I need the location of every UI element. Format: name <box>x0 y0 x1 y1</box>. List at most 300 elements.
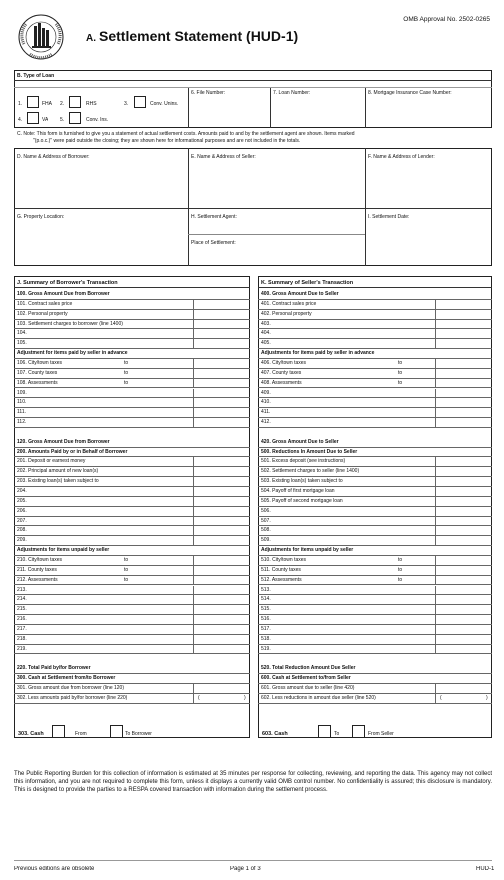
amount-cell <box>435 477 436 487</box>
row-label: 215. <box>17 606 27 613</box>
section-row <box>258 448 492 458</box>
line-item-row[interactable] <box>14 497 250 507</box>
type-of-loan-heading: B. Type of Loan <box>17 73 55 79</box>
amount-cell <box>435 684 436 694</box>
row-label: 504. Payoff of first mortgage loan <box>261 488 335 494</box>
line-item-row[interactable] <box>14 369 250 379</box>
row-label: 401. Contract sales price <box>261 300 317 307</box>
row-label: 410. <box>261 399 271 406</box>
row-label: 209. <box>17 537 27 544</box>
row-label: 516. <box>261 616 271 623</box>
line-item-row[interactable] <box>14 408 250 418</box>
row-label: 408. Assessments <box>261 379 302 386</box>
section-row <box>14 546 250 556</box>
line-item-row[interactable] <box>258 428 492 438</box>
line-item-row[interactable] <box>258 359 492 369</box>
amount-cell <box>193 605 194 615</box>
amount-cell <box>193 389 194 399</box>
row-label: 111. <box>17 409 26 416</box>
row-label: 507. <box>261 517 271 524</box>
row-label: 211. County taxes <box>17 566 57 573</box>
amount-cell <box>435 536 436 546</box>
row-label: 217. <box>17 625 27 632</box>
row-label: 511. County taxes <box>261 566 301 573</box>
line-item-row[interactable] <box>258 398 492 408</box>
line-item-row[interactable] <box>258 536 492 546</box>
to-label: to <box>398 576 403 583</box>
to-label: to <box>398 359 403 366</box>
conv-unins-label: Conv. Unins. <box>150 101 179 107</box>
row-label: 517. <box>261 625 271 632</box>
row-label: 412. <box>261 419 271 426</box>
paren-close: ) <box>244 694 246 701</box>
line-item-row[interactable] <box>258 320 492 330</box>
settlement-agent-label: H. Settlement Agent: <box>191 214 237 220</box>
to-label: to <box>124 369 129 376</box>
line-item-row[interactable] <box>14 595 250 605</box>
line-item-row[interactable] <box>14 566 250 576</box>
cash-from-label: From <box>75 731 87 737</box>
amount-cell <box>193 536 194 546</box>
to-borrower-label: To Borrower <box>125 731 152 737</box>
section-row <box>258 349 492 359</box>
to-label: to <box>124 379 129 386</box>
to-label: to <box>398 369 403 376</box>
paren-open: ( <box>440 694 442 701</box>
fha-label: FHA <box>42 101 52 107</box>
line-item-row[interactable] <box>14 625 250 635</box>
amount-cell <box>193 556 194 566</box>
row-label: 105. <box>17 340 27 347</box>
note <box>17 131 491 145</box>
line-item-row[interactable] <box>14 329 250 339</box>
seller-address-label: E. Name & Address of Seller: <box>191 154 256 160</box>
amount-cell <box>193 497 194 507</box>
cash-from-seller-checkbox[interactable] <box>352 725 365 738</box>
amount-cell <box>435 487 436 497</box>
row-label: 600. Cash at Settlement to/from Seller <box>261 675 351 682</box>
row-label: 216. <box>17 616 27 623</box>
amount-cell <box>435 359 436 369</box>
section-row <box>258 664 492 674</box>
amount-cell <box>435 586 436 596</box>
line-item-row[interactable] <box>258 507 492 517</box>
amount-cell <box>193 408 194 418</box>
amount-cell <box>435 457 436 467</box>
row-label: 505. Payoff of second mortgage loan <box>261 497 343 504</box>
loan-number-label: 7. Loan Number: <box>273 90 311 96</box>
amount-cell <box>193 576 194 586</box>
paren-open: ( <box>198 694 200 701</box>
row-label: 204. <box>17 488 27 494</box>
row-label <box>14 655 17 661</box>
amount-cell <box>435 635 436 645</box>
amount-cell <box>435 408 436 418</box>
footer-page: Page 1 of 3 <box>230 866 261 872</box>
amount-cell <box>435 645 436 655</box>
line-item-row[interactable] <box>258 625 492 635</box>
note-line-1: C. Note: This form is furnished to give you a statement of actual settlement costs. Amounts paid to and by the settlement agent are shown. Items marked <box>17 131 355 137</box>
row-label: 405. <box>261 340 271 347</box>
line-item-row[interactable] <box>14 379 250 389</box>
borrower-address-label: D. Name & Address of Borrower: <box>17 154 90 160</box>
line-item-row[interactable] <box>258 586 492 596</box>
amount-cell <box>435 467 436 477</box>
row-label: 206. <box>17 507 27 514</box>
line-item-row[interactable] <box>258 517 492 527</box>
line-item-row[interactable] <box>14 654 250 664</box>
to-label: to <box>398 566 403 573</box>
line-item-row[interactable] <box>14 300 250 310</box>
seller-cash-label: 603. Cash <box>262 731 288 737</box>
amount-cell <box>193 329 194 339</box>
row-label: 404. <box>261 330 271 337</box>
section-row <box>14 674 250 684</box>
line-item-row[interactable] <box>14 517 250 527</box>
amount-cell <box>435 595 436 605</box>
row-label: 513. <box>261 586 271 593</box>
title-prefix: A. <box>86 33 96 44</box>
amount-cell <box>435 379 436 389</box>
cash-to-label: To <box>334 731 340 737</box>
amount-cell <box>193 694 194 704</box>
section-row <box>14 290 250 300</box>
line-item-row[interactable] <box>14 605 250 615</box>
page-title <box>86 28 298 44</box>
amount-cell <box>193 418 194 428</box>
row-label: 202. Principal amount of new loan(s) <box>17 468 99 475</box>
row-label: 213. <box>17 586 27 593</box>
line-item-row[interactable] <box>258 477 492 487</box>
row-label: 207. <box>17 517 27 524</box>
line-item-row[interactable] <box>258 497 492 507</box>
section-row <box>258 290 492 300</box>
row-label: 214. <box>17 596 27 603</box>
amount-cell <box>193 457 194 467</box>
seller-summary-heading: K. Summary of Seller's Transaction <box>261 280 354 286</box>
line-item-row[interactable] <box>258 418 492 428</box>
line-item-row[interactable] <box>14 389 250 399</box>
row-label: 112. <box>17 419 27 426</box>
row-label: 602. Less reductions in amount due seller (line 520) <box>261 694 376 701</box>
line-item-row[interactable] <box>14 359 250 369</box>
section-row <box>14 349 250 359</box>
row-label: 506. <box>261 507 271 514</box>
amount-cell <box>193 467 194 477</box>
to-label: to <box>398 379 403 386</box>
section-row <box>258 546 492 556</box>
rhs-checkbox[interactable] <box>69 96 81 108</box>
loan-type-1-num: 1. <box>18 101 23 107</box>
line-item-row[interactable] <box>14 467 250 477</box>
row-label: 102. Personal property <box>17 310 68 317</box>
row-label: 515. <box>261 606 271 613</box>
line-item-row[interactable] <box>258 694 492 704</box>
line-item-row[interactable] <box>258 457 492 467</box>
row-label: 503. Existing loan(s) taken subject to <box>261 478 343 485</box>
row-label: 514. <box>261 596 271 603</box>
conv-unins-checkbox[interactable] <box>134 96 146 108</box>
line-item-row[interactable] <box>14 477 250 487</box>
amount-cell <box>435 615 436 625</box>
line-item-row[interactable] <box>14 320 250 330</box>
amount-cell <box>435 320 436 330</box>
section-row <box>14 448 250 458</box>
line-item-row[interactable] <box>258 645 492 655</box>
row-label: 407. County taxes <box>261 369 302 376</box>
from-seller-label: From Seller <box>368 731 394 737</box>
amount-cell <box>193 379 194 389</box>
loan-type-4-num: 4. <box>18 117 23 123</box>
amount-cell <box>193 507 194 517</box>
cash-to-seller-checkbox[interactable] <box>318 725 331 738</box>
amount-cell <box>193 310 194 320</box>
amount-cell <box>435 507 436 517</box>
va-label: VA <box>42 117 49 123</box>
line-item-row[interactable] <box>258 329 492 339</box>
omb-approval: OMB Approval No. 2502-0265 <box>403 16 490 23</box>
row-label: 205. <box>17 497 27 504</box>
row-label: 601. Gross amount due to seller (line 420) <box>261 685 355 691</box>
cash-to-borrower-checkbox[interactable] <box>110 725 123 738</box>
parties-section <box>14 148 492 266</box>
amount-cell <box>193 526 194 536</box>
line-item-row[interactable] <box>14 694 250 704</box>
row-label: 510. City/town taxes <box>261 556 307 563</box>
row-label: 201. Deposit or earnest money <box>17 458 86 465</box>
line-item-row[interactable] <box>258 408 492 418</box>
line-item-row[interactable] <box>258 605 492 615</box>
note-line-2: "(p.o.c.)" were paid outside the closing; they are shown here for informational purposes and are not included in the totals. <box>33 138 301 144</box>
line-item-row[interactable] <box>14 576 250 586</box>
row-label: 106. City/town taxes <box>17 359 63 366</box>
line-item-row[interactable] <box>14 457 250 467</box>
row-label <box>14 429 17 435</box>
rhs-label: RHS <box>86 101 97 107</box>
row-label: 108. Assessments <box>17 379 58 386</box>
line-item-row[interactable] <box>258 526 492 536</box>
line-item-row[interactable] <box>258 556 492 566</box>
fha-checkbox[interactable] <box>27 96 39 108</box>
row-label: Adjustments for items unpaid by seller <box>261 547 354 554</box>
line-item-row[interactable] <box>14 398 250 408</box>
amount-cell <box>193 586 194 596</box>
footer-form-id: HUD-1 <box>476 866 495 872</box>
line-item-row[interactable] <box>258 339 492 349</box>
line-item-row[interactable] <box>14 645 250 655</box>
row-label: Adjustments for items unpaid by seller <box>17 547 110 554</box>
row-label: 107. County taxes <box>17 369 58 376</box>
row-label: 101. Contract sales price <box>17 300 73 307</box>
amount-cell <box>435 339 436 349</box>
row-label: 400. Gross Amount Due to Seller <box>261 291 339 297</box>
paren-close: ) <box>486 694 488 701</box>
row-label: 411. <box>261 409 271 416</box>
title-text: Settlement Statement (HUD-1) <box>99 28 299 44</box>
to-label: to <box>124 576 129 583</box>
amount-cell <box>435 369 436 379</box>
amount-cell <box>435 398 436 408</box>
row-label: 120. Gross Amount Due from Borrower <box>17 438 110 445</box>
line-item-row[interactable] <box>14 615 250 625</box>
amount-cell <box>435 566 436 576</box>
amount-cell <box>435 526 436 536</box>
amount-cell <box>435 556 436 566</box>
settlement-date-label: I. Settlement Date: <box>368 214 410 220</box>
loan-type-3-num: 3. <box>124 101 129 107</box>
borrower-summary-heading: J. Summary of Borrower's Transaction <box>17 280 118 286</box>
row-label: 509. <box>261 537 271 544</box>
row-label: 508. <box>261 527 271 534</box>
row-label: 200. Amounts Paid by or in Behalf of Borrower <box>17 448 128 455</box>
row-label: 512. Assessments <box>261 576 302 583</box>
row-label: 219. <box>17 645 27 652</box>
loan-type-2-num: 2. <box>60 101 65 107</box>
line-item-row[interactable] <box>258 635 492 645</box>
amount-cell <box>435 625 436 635</box>
section-row <box>258 674 492 684</box>
row-label: 109. <box>17 389 27 396</box>
line-item-row[interactable] <box>258 684 492 694</box>
cash-from-borrower-checkbox[interactable] <box>52 725 65 738</box>
line-item-row[interactable] <box>258 310 492 320</box>
line-item-row[interactable] <box>14 526 250 536</box>
amount-cell <box>193 684 194 694</box>
line-item-row[interactable] <box>258 369 492 379</box>
amount-cell <box>435 497 436 507</box>
row-label: 409. <box>261 389 271 396</box>
section-row <box>14 664 250 674</box>
amount-cell <box>193 517 194 527</box>
line-item-row[interactable] <box>258 595 492 605</box>
amount-cell <box>193 615 194 625</box>
row-label: 519. <box>261 645 271 652</box>
line-item-row[interactable] <box>14 556 250 566</box>
row-label: 403. <box>261 320 271 327</box>
place-of-settlement-label: Place of Settlement: <box>191 240 236 246</box>
row-label: 100. Gross Amount Due from Borrower <box>17 291 110 297</box>
amount-cell <box>193 487 194 497</box>
amount-cell <box>435 300 436 310</box>
line-item-row[interactable] <box>258 379 492 389</box>
hud-seal <box>18 14 64 60</box>
row-label: 103. Settlement charges to borrower (line 1400) <box>17 320 123 327</box>
row-label: 220. Total Paid by/for Borrower <box>17 665 91 672</box>
amount-cell <box>435 310 436 320</box>
line-item-row[interactable] <box>258 654 492 664</box>
amount-cell <box>435 694 436 704</box>
line-item-row[interactable] <box>258 300 492 310</box>
row-label: 212. Assessments <box>17 576 58 583</box>
loan-type-5-num: 5. <box>60 117 65 123</box>
line-item-row[interactable] <box>14 418 250 428</box>
amount-cell <box>193 320 194 330</box>
line-item-row[interactable] <box>14 507 250 517</box>
lender-address-label: F. Name & Address of Lender: <box>368 154 435 160</box>
line-item-row[interactable] <box>258 467 492 477</box>
row-label: 104. <box>17 330 27 337</box>
line-item-row[interactable] <box>14 684 250 694</box>
to-label: to <box>124 359 129 366</box>
footer-obsolete: Previous editions are obsolete <box>14 866 95 872</box>
amount-cell <box>193 595 194 605</box>
amount-cell <box>193 300 194 310</box>
amount-cell <box>435 389 436 399</box>
row-label: 301. Gross amount due from borrower (line 120) <box>17 685 124 691</box>
amount-cell <box>193 369 194 379</box>
file-number-label: 6. File Number: <box>191 90 226 96</box>
line-item-row[interactable] <box>14 310 250 320</box>
to-label: to <box>398 556 403 563</box>
burden-statement: The Public Reporting Burden for this collection of information is estimated at 35 minutes per response for collecting, reviewing, and reporting the data. This agency may not collect this information, and you are not required to complete this form, unless it displays a currently valid OMB control number. No confidentiality is assured; this disclosure is mandatory. This is designed to provide the parties to a RESPA covered transaction with information during the settlement process. <box>14 771 492 793</box>
line-item-row[interactable] <box>14 635 250 645</box>
row-label: 302. Less amounts paid by/for borrower (line 220) <box>17 694 128 701</box>
va-checkbox[interactable] <box>27 112 39 124</box>
conv-ins-checkbox[interactable] <box>69 112 81 124</box>
row-label: 520. Total Reduction Amount Due Seller <box>261 665 356 672</box>
amount-cell <box>435 418 436 428</box>
amount-cell <box>193 477 194 487</box>
row-label: 210. City/town taxes <box>17 556 63 563</box>
line-item-row[interactable] <box>258 576 492 586</box>
property-location-label: G. Property Location: <box>17 214 65 220</box>
row-label: 110. <box>17 399 27 406</box>
row-label: 518. <box>261 635 271 642</box>
row-label: 406. City/town taxes <box>261 359 307 366</box>
row-label: 501. Excess deposit (see instructions) <box>261 458 346 465</box>
row-label: Adjustment for items paid by seller in advance <box>17 350 128 357</box>
line-item-row[interactable] <box>258 389 492 399</box>
row-label <box>258 429 261 435</box>
row-label <box>258 655 261 661</box>
conv-ins-label: Conv. Ins. <box>86 117 109 123</box>
line-item-row[interactable] <box>14 428 250 438</box>
row-label: 500. Reductions In Amount Due to Seller <box>261 448 358 455</box>
row-label: 420. Gross Amount Due to Seller <box>261 438 339 445</box>
amount-cell <box>193 359 194 369</box>
amount-cell <box>435 329 436 339</box>
amount-cell <box>193 339 194 349</box>
row-label: 203. Existing loan(s) taken subject to <box>17 478 99 485</box>
row-label: 502. Settlement charges to seller (line 1400) <box>261 468 360 475</box>
section-row <box>258 438 492 448</box>
amount-cell <box>193 645 194 655</box>
line-item-row[interactable] <box>14 487 250 497</box>
row-label: 300. Cash at Settlement from/to Borrower <box>17 675 116 682</box>
borrower-cash-label: 303. Cash <box>18 731 44 737</box>
row-label: 208. <box>17 527 27 534</box>
amount-cell <box>193 566 194 576</box>
amount-cell <box>193 625 194 635</box>
line-item-row[interactable] <box>258 566 492 576</box>
section-row <box>14 438 250 448</box>
to-label: to <box>124 556 129 563</box>
amount-cell <box>193 398 194 408</box>
line-item-row[interactable] <box>14 586 250 596</box>
mortgage-case-label: 8. Mortgage Insurance Case Number: <box>368 90 452 96</box>
amount-cell <box>193 635 194 645</box>
row-label: 218. <box>17 635 27 642</box>
line-item-row[interactable] <box>258 487 492 497</box>
amount-cell <box>435 517 436 527</box>
line-item-row[interactable] <box>14 536 250 546</box>
row-label: Adjustments for items paid by seller in advance <box>261 350 375 357</box>
line-item-row[interactable] <box>258 615 492 625</box>
to-label: to <box>124 566 129 573</box>
line-item-row[interactable] <box>14 339 250 349</box>
amount-cell <box>435 576 436 586</box>
row-label: 402. Personal property <box>261 310 312 317</box>
